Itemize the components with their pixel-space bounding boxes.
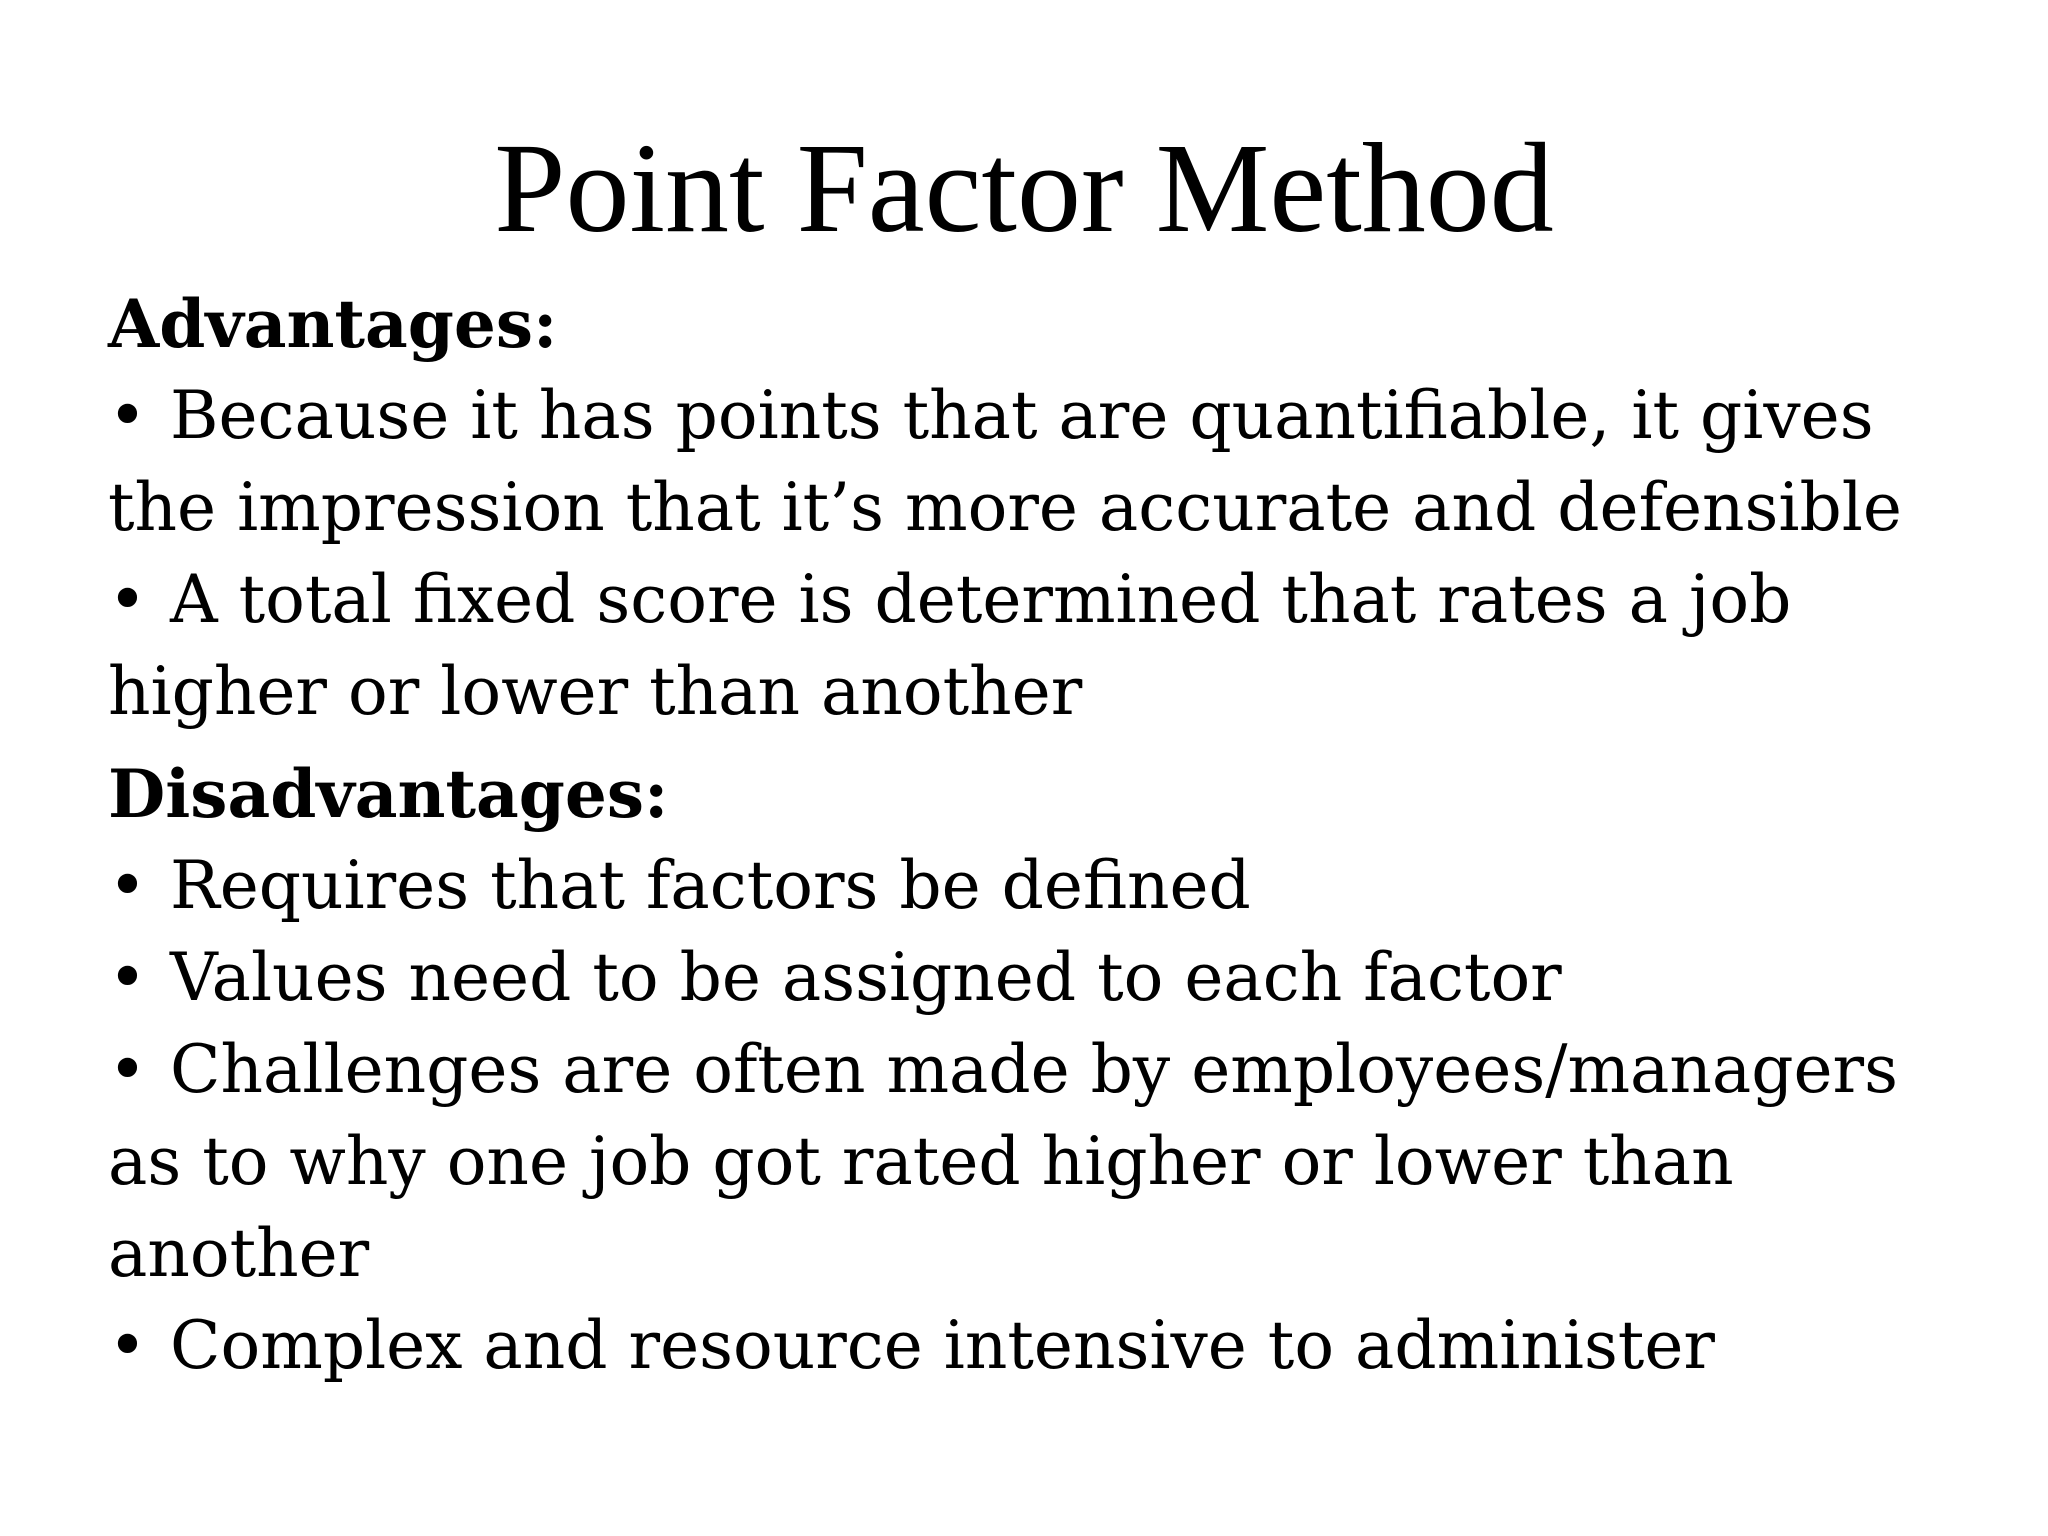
bullet-icon: • (108, 939, 147, 1016)
section-heading: Disadvantages: (108, 755, 669, 833)
bullet-icon: • (108, 561, 147, 638)
list-item-text: Because it has points that are quantifiable, it gives the impression that it’s more accurate and defensible (108, 377, 1902, 546)
section-heading: Advantages: (108, 285, 558, 363)
list-item-text: Requires that factors be defined (170, 847, 1251, 924)
list-item-text: Values need to be assigned to each factor (170, 939, 1562, 1016)
bullet-icon: • (108, 1031, 147, 1108)
list-item (108, 932, 1988, 1024)
slide-body (108, 278, 1988, 1392)
disadvantages-section (108, 748, 1988, 1392)
bullet-icon: • (108, 1307, 147, 1384)
bullet-icon: • (108, 847, 147, 924)
list-item (108, 1300, 1988, 1392)
list-item-text: A total fixed score is determined that rates a job higher or lower than another (108, 561, 1792, 730)
slide-title: Point Factor Method (494, 117, 1554, 259)
bullet-icon: • (108, 377, 147, 454)
list-item (108, 840, 1988, 932)
list-item (108, 370, 1988, 554)
list-item-text: Complex and resource intensive to administer (170, 1307, 1715, 1384)
advantages-section (108, 278, 1988, 738)
list-item (108, 1024, 1988, 1300)
list-item-text: Challenges are often made by employees/managers as to why one job got rated higher or lower than another (108, 1031, 1898, 1292)
list-item (108, 554, 1988, 738)
section-spacer (108, 738, 1988, 748)
